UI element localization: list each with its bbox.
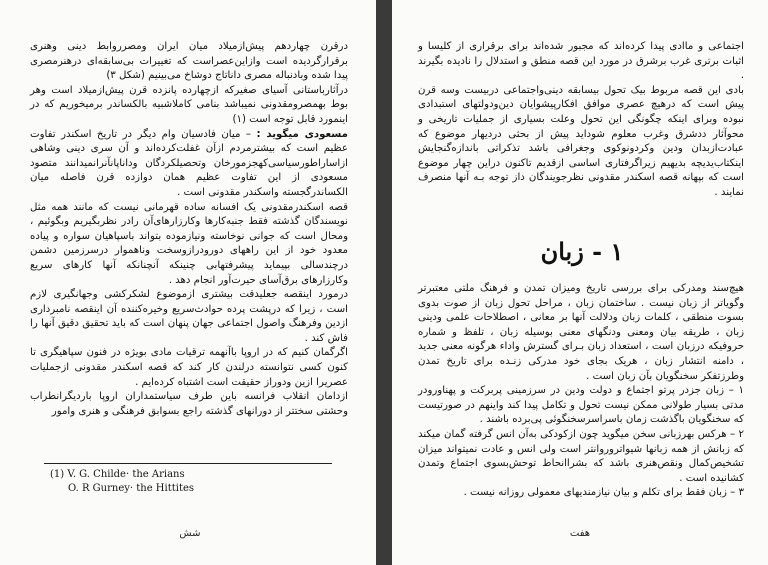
- right-page-body-bottom: [418, 282, 744, 501]
- book-gutter: [376, 0, 392, 565]
- footnote-divider: [44, 463, 332, 464]
- footnotes: [50, 468, 350, 496]
- paragraph: درقرن چهاردهم پیش‌ازمیلاد میان ایران ومصرروابط دینی وهنری برقرارگردیده است وازاین‌عصراست که تغییرات بی‌سابقه‌ای درهنرمصری پیدا شده وبادنباله مصری داناتاج دوشاخ می‌بینیم (شکل ۳): [30, 41, 348, 82]
- footnote: (1) V. G. Childe· the Arians: [50, 469, 185, 480]
- paragraph: [30, 128, 348, 201]
- footnote: O. R Gurney· the Hittites: [68, 483, 195, 494]
- paragraph: ۱ – زبان جزدر پرتو اجتماع و دولت ودین در سرزمینی پربرکت و پهناورودر مدتی بسیار طولانی ممکن نیست تحول و تکامل پیدا کند واینهم در صورتیست که سخنگویان باگذشت زمان باسراسرسخنگوئی پی‌برده باشند .: [418, 385, 744, 426]
- paragraph: بادی این قصه مربوط بیک تحول بیسابقه دینی‌واجتماعی دربیست وسه قرن پیش است که درهیچ عصری موافق افکارپیشوایان دین‌ودولتهای استبدادی نبوده وبرای اینکه چگونگی این تحول وعلت بسیاری از جملیات تاریخی و محوآثار ددشرق وغرب معلوم شوداید پیش از بحثی دردیهار موضوع که عبادت‌ازبدان ودین وکردونوکوی وجغرافی باشد تذکراتی باندازه‌گنجایش اینکتاب‌یدیچه بدیهیم زیراگرفتاری اساسی ازقدیم تاکنون دراین چهار موضوع است که بپهانه قصه اسکندر مقدونی نظرجویندگان داز توجه بـه آنها منصرف نمایند .: [418, 84, 744, 198]
- paragraph: ۳ – زبان فقط برای تکلم و بیان نیازمندیهای معمولی روزانه نیست .: [463, 487, 744, 499]
- bold-lead: مسعودی میگوید :: [256, 128, 348, 140]
- paragraph: ۲ – هرکس بهرزبانی سخن میگوید چون ازکودکی به‌آن انس گرفته گمان میکند که زبانش از همه زبانها شیواتروروانتر است ولی انس و عادت نمیتواند میزان تشخیص‌کمال ونقص‌هنری باشد که بشراانحاط توحش‌بسوی اجتماع وتمدن کشانیده است .: [418, 428, 744, 484]
- right-page-body-top: [418, 40, 744, 201]
- section-heading: ۱ - زبان: [540, 237, 624, 266]
- paragraph: قصه اسکندرمقدونی یک افسانه ساده قهرمانی نیست که مانند همه مثل نویسندگان گذشته فقط جنبه‌کارها وکارزارهای‌آن رادر نظربگیریم وبگوئیم ، ومحال است که جوانی نوخاسته ونیازموده بتواند باسپاهیان سواره و پیاده معدود خود از این راههای دورودرازوسخت وناهموار درسرزمین دشمن درچندسالی بپیماید پیشرفتهابی چنینکه آنچنانکه آنها کارهای سریع وکارزارهای برق‌آسای حیرت‌آور انجام دهد .: [30, 201, 348, 286]
- paragraph: ازدامان انقلاب فرانسه باین طرف سیاستمداران اروپا باردیگرانطراب وحشتی سختتر از دورانهای گذشته راجع بسوابق فرهنگی و هنری وامور: [30, 391, 348, 417]
- paragraph: درمورد اینقصه جعلیدقت بیشتری ازموضوع لشکرکشی وجهانگیری لازم است ، زیرا که درپشت پرده حوادث‌سریع وخیره‌کننده آن اینقصه نامبرداری ازدین وفرهنگ واصول اجتماعی جهان پنهان است که باید تحقیق دقیق آنها را فاش کند .: [30, 289, 348, 344]
- paragraph: اگرگمان کنیم که در اروپا باآنهمه ترقیات مادی بویژه در فنون سپاهیگری تا کنون کسی نتوانسته درلندن کار کند که قصه اسکندر مقدونی ازجملیات عصریرا ازین ودوراز حقیقت است اشتباه کرده‌ایم .: [30, 347, 348, 388]
- page-number: شش: [179, 528, 201, 539]
- paragraph: هیچ‌سند ومدرکی برای بررسی تاریخ ومیزان تمدن و فرهنگ ملتی معتبرتر وگویاتر از زبان نیست . ساختمان زبان ، مراحل تحول زبان از صوت بدوی بسوت منطقی ، کلمات زبان ودلالت آنها بر معانی ، اصطلاحات علمی ودینی زبان ، طریقه بیان ومعنی ودنگهای معنی بوسیله زبان ، تلفظ و شماره حروفیکه درزبان است ، استعداد زبان بـرای گسترش واداء هرگونه معنی جدید ، دامنه انتشار زبان ، هریک بجای خود مدرکی زنـده برای تاریخ تمدن وطرزتفکر سخنگویان بآن زبان است .: [418, 283, 744, 382]
- page-number: هفت: [569, 528, 591, 539]
- paragraph-text: – میان فادسیان وام دیگر در تاریخ اسکندر تفاوت عظیم است که بیشترمردم ازآن غفلت‌کرده‌اند و آن سری دینی وشاهی ازاساراطورسیاسی‌کهجزمورخان وتحصیلکردگان وداناپانآنرانمیدانند متصود مسعودی از این تفاوت عظیم همان دوازده قرن فاصله میان الکساندرگجسته واسکندر مقدونی است .: [30, 128, 348, 198]
- left-page: [0, 0, 376, 565]
- paragraph: درآثارباستانی آسیای صغیرکه ازچهارده پانزده قرن پیش‌ازمیلاد است وهر بوط بهمصرومقدونی نمیباشد بنامی کاملاشبیه بالکساندر برمیخوریم که در اینمورد قابل توجه است (۱): [30, 84, 348, 125]
- right-page: [392, 0, 768, 565]
- paragraph: اجتماعی و ماادی پیدا کرده‌اند که مجبور شده‌اند برای برقراری از کلیسا و اثبات برتری غرب برشرق در مورد این قصه منطق و استدلال را نادیده بگیرند .: [418, 41, 744, 82]
- left-page-body: [30, 40, 348, 419]
